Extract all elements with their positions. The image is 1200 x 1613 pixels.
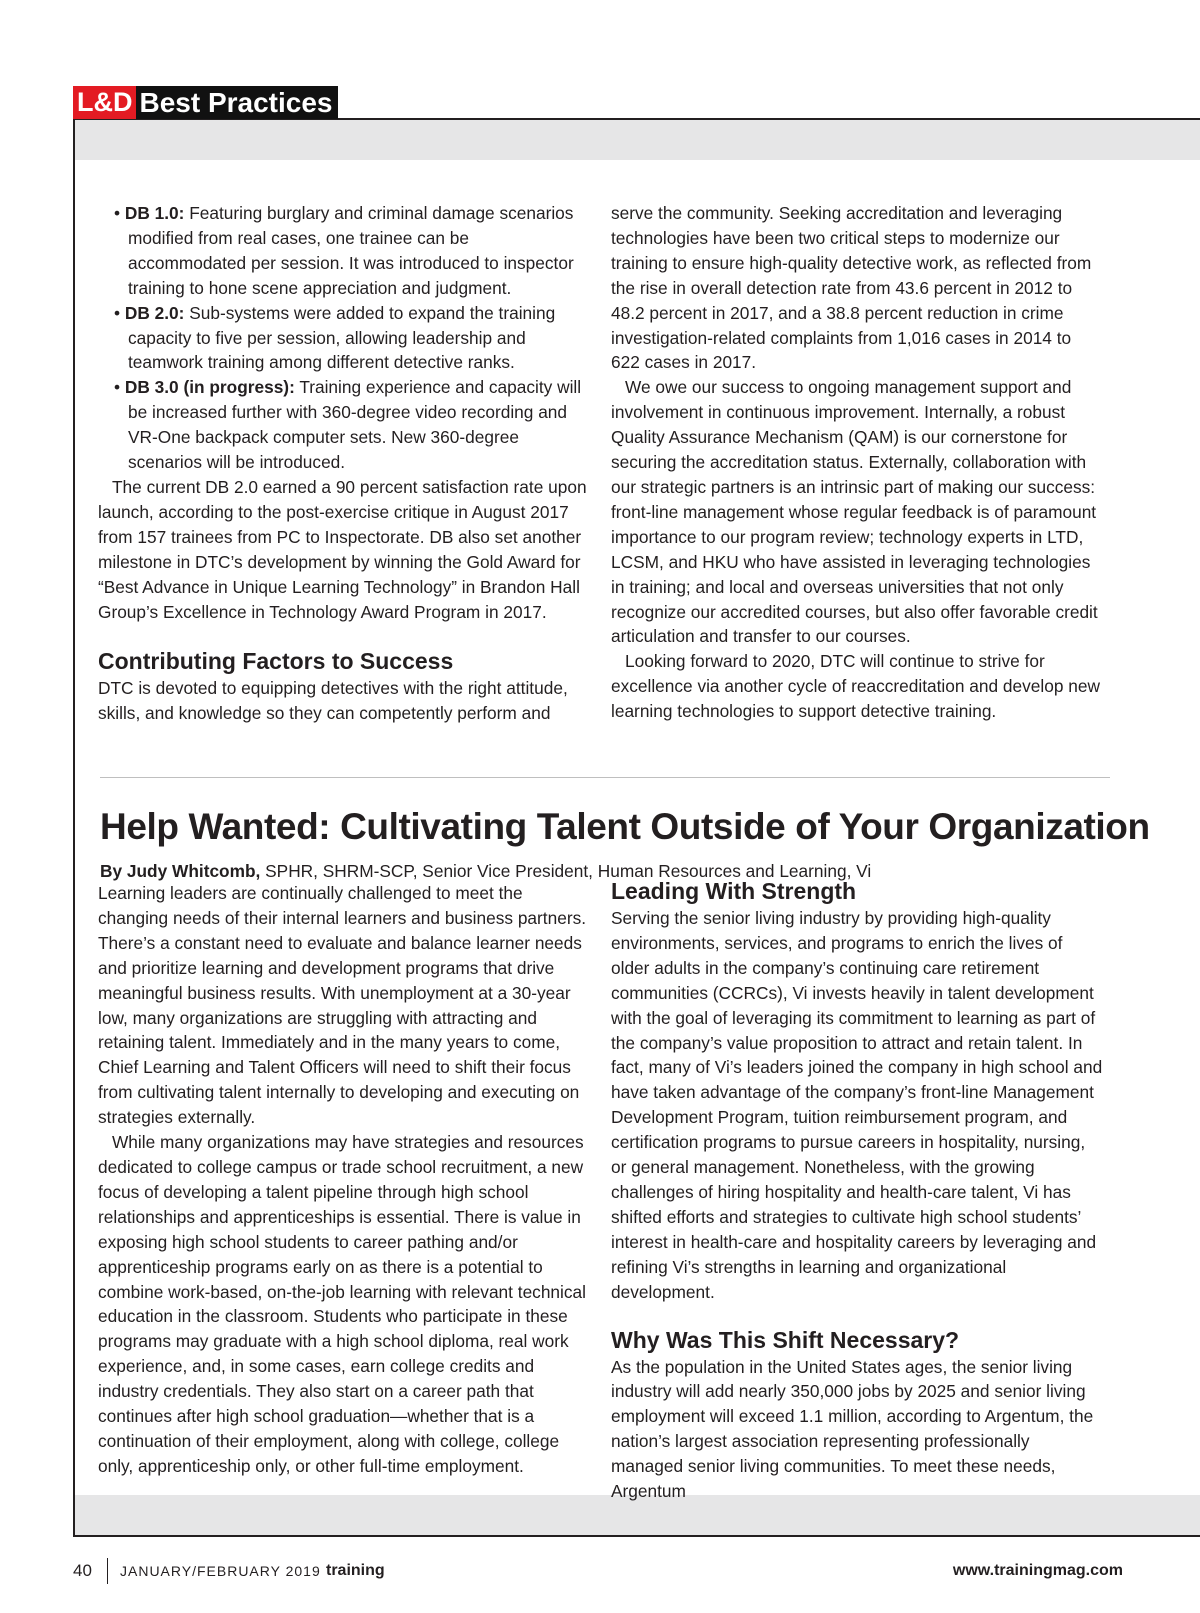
article2-heading-why-shift: Why Was This Shift Necessary? xyxy=(611,1326,960,1353)
article2-paragraph-population: As the population in the United States ages, the senior living industry will add nearly 350,000 jobs by 2025 and senior living employment will exceed 1.1 million, according to Argentum, the nation’s largest association representing professionally managed senior living communities. To meet these needs, Argentum xyxy=(611,1356,1094,1502)
article2-paragraph-learning-leaders: Learning leaders are continually challenged to meet the changing needs of their internal learners and business partners. There’s a constant need to evaluate and balance learner needs and prioritize learning and development programs that drive meaningful business results. With unemployment at a 30-year low, many organizations are struggling with attracting and retaining talent. Immediately and in the many years to come, Chief Learning and Talent Officers will need to shift their focus from cultivating talent internally to developing and executing on strategies externally. xyxy=(98,883,587,1128)
article1-right-column xyxy=(611,201,1103,724)
bullet-db1-label: DB 1.0: xyxy=(124,203,185,223)
article2-headline: Help Wanted: Cultivating Talent Outside of Your Organization xyxy=(100,806,1150,847)
bullet-db2-text: Sub-systems were added to expand the training capacity to five per session, allowing leadership and teamwork training among different detective ranks. xyxy=(128,302,556,373)
bullet-db2: • DB 2.0: Sub-systems were added to expand the training capacity to five per session, allowing leadership and teamwork training among different detective ranks. xyxy=(114,302,556,373)
byline-title: SPHR, SHRM-SCP, Senior Vice President, Human Resources and Learning, Vi xyxy=(260,861,872,881)
article-divider xyxy=(100,777,1110,778)
article2-paragraph-serving-senior: Serving the senior living industry by providing high-quality environments, services, and programs to enrich the lives of older adults in the company’s continuing care retirement communities (CCRCs), Vi invests heavily in talent development with the goal of leveraging its commitment to learning as part of the company’s value proposition to attract and retain talent. In fact, many of Vi’s leaders joined the company in high school and have taken advantage of the company’s front-line Management Development Program, tuition reimbursement program, and certification programs to pursue careers in hospitality, nursing, or general management. Nonetheless, with the growing challenges of hiring hospitality and health-care talent, Vi has shifted efforts and strategies to cultivate high school students’ interest in health-care and hospitality careers by leveraging and refining Vi’s strengths in learning and organizational development. xyxy=(611,908,1103,1302)
article2-left-column xyxy=(98,881,588,1479)
bullet-db2-label: DB 2.0: xyxy=(124,302,185,323)
article1-left-column xyxy=(98,201,588,726)
bullet-db3: • DB 3.0 (in progress): Training experience and capacity will be increased further with 360-degree video recording and VR-One backpack computer sets. New 360-degree scenarios will be introduced. xyxy=(114,377,582,473)
page-footer xyxy=(73,1558,1123,1584)
bullet-db1: • DB 1.0: Featuring burglary and criminal damage scenarios modified from real cases, one trainee can be accommodated per session. It was introduced to inspector training to hone scene appreciation and judgment. xyxy=(114,203,574,298)
byline-author: By Judy Whitcomb, xyxy=(100,861,261,881)
bullet-db1-text: Featuring burglary and criminal damage scenarios modified from real cases, one trainee can be accommodated per session. It was introduced to inspector training to hone scene appreciation and judgment. xyxy=(128,203,574,298)
article1-paragraph-serve-community: serve the community. Seeking accreditation and leveraging technologies have been two critical steps to modernize our training to ensure high-quality detective work, as reflected from the rise in overall detection rate from 43.6 percent in 2012 to 48.2 percent in 2017, and a 38.8 percent reduction in crime investigation-related complaints from 1,016 cases in 2014 to 622 cases in 2017. xyxy=(611,203,1092,373)
issue-date: JANUARY/FEBRUARY 2019 xyxy=(120,1563,321,1579)
article1-paragraph-success: We owe our success to ongoing management support and involvement in continuous improvement. Internally, a robust Quality Assurance Mechanism (QAM) is our cornerstone for securing the accreditation status. Externally, collaboration with our strategic partners is an intrinsic part of making our success: front-line management whose regular feedback is of paramount importance to our program review; technology experts in LTD, LCSM, and HKU who have assisted in leveraging technologies in training; and local and overseas universities that not only recognize our accredited courses, but also offer favorable credit articulation and transfer to our courses. xyxy=(611,377,1098,647)
article1-heading-contributing-factors: Contributing Factors to Success xyxy=(98,648,454,675)
article2-right-column xyxy=(611,876,1103,1504)
section-tag xyxy=(73,86,338,119)
left-frame-rule xyxy=(73,118,75,1536)
top-gray-band xyxy=(75,120,1200,160)
article2-paragraph-high-school: While many organizations may have strategies and resources dedicated to college campus or trade school recruitment, a new focus of developing a talent pipeline through high school relationships and apprenticeships is essential. There is value in exposing high school students to career pathing and/or apprenticeship programs early on as there is a potential to combine work-based, on-the-job learning with relevant technical education in the classroom. Students who participate in these programs may graduate with a high school diploma, real work experience, and, in some cases, earn college credits and industry credentials. They also start on a career path that continues after high school graduation—whether that is a continuation of their employment, along with college, college only, apprenticeship only, or other full-time employment. xyxy=(98,1132,586,1476)
section-tag-ld: L&D xyxy=(73,86,136,119)
magazine-name: training xyxy=(326,1562,385,1579)
article1-paragraph-looking-forward: Looking forward to 2020, DTC will continue to strive for excellence via another cycle of reaccreditation and develop new learning technologies to support detective training. xyxy=(611,651,1100,722)
bullet-db3-text: Training experience and capacity will be increased further with 360-degree video recording and VR-One backpack computer sets. New 360-degree scenarios will be introduced. xyxy=(128,377,582,473)
page-number: 40 xyxy=(73,1561,92,1580)
website-link[interactable]: www.trainingmag.com xyxy=(952,1562,1123,1579)
article1-paragraph-db-results: The current DB 2.0 earned a 90 percent satisfaction rate upon launch, according to the post-exercise critique in August 2017 from 157 trainees from PC to Inspectorate. DB also set another milestone in DTC’s development by winning the Gold Award for “Best Advance in Unique Learning Technology” in Brandon Hall Group’s Excellence in Technology Award Program in 2017. xyxy=(98,476,587,622)
footer-separator xyxy=(107,1558,108,1584)
section-tag-title: Best Practices xyxy=(139,87,333,118)
bullet-db3-label: DB 3.0 (in progress): xyxy=(124,377,295,398)
bottom-frame-rule xyxy=(73,1535,1200,1537)
article1-paragraph-dtc-devoted: DTC is devoted to equipping detectives with the right attitude, skills, and knowledge so they can competently perform and xyxy=(98,678,568,724)
article2-heading-leading-strength: Leading With Strength xyxy=(611,878,857,904)
